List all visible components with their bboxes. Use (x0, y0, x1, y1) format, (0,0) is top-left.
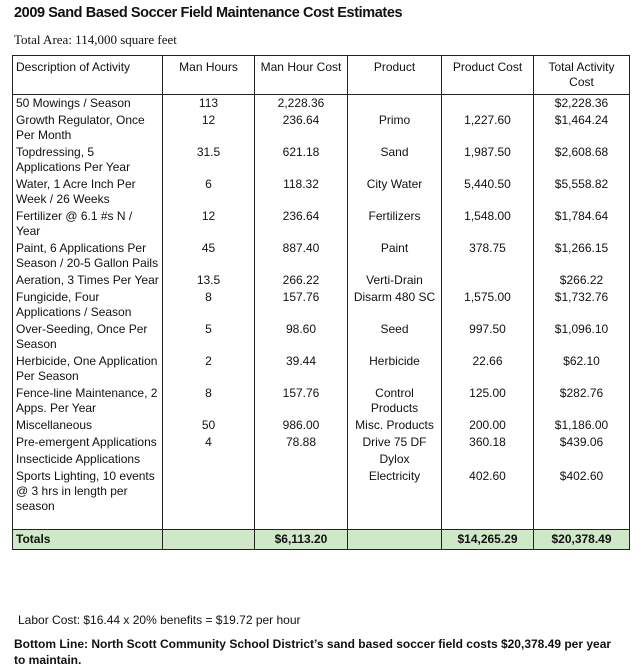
product-cost: 125.00 (442, 385, 534, 417)
table-row (13, 240, 630, 272)
total-activity-cost: $1,464.24 (534, 112, 630, 144)
activity-description: Fertilizer @ 6.1 #s N / Year (13, 208, 163, 240)
man-hour-cost: 621.18 (255, 144, 348, 176)
man-hours (163, 451, 255, 468)
man-hours: 5 (163, 321, 255, 353)
man-hour-cost: 266.22 (255, 272, 348, 289)
table-row (13, 417, 630, 434)
product-cost: 402.60 (442, 468, 534, 515)
product-cost: 1,227.60 (442, 112, 534, 144)
table-row (13, 289, 630, 321)
table-row (13, 468, 630, 515)
table-row (13, 95, 630, 113)
man-hours: 45 (163, 240, 255, 272)
man-hours: 8 (163, 289, 255, 321)
man-hour-cost: 236.64 (255, 208, 348, 240)
man-hours: 8 (163, 385, 255, 417)
man-hour-cost: 157.76 (255, 289, 348, 321)
product: Seed (348, 321, 442, 353)
table-spacer-row (13, 515, 630, 530)
man-hours: 113 (163, 95, 255, 113)
totals-row (13, 530, 630, 550)
man-hour-cost: 39.44 (255, 353, 348, 385)
total-activity-cost: $1,096.10 (534, 321, 630, 353)
totals-label: Totals (13, 530, 163, 550)
table-row (13, 272, 630, 289)
total-area-subtitle: Total Area: 114,000 square feet (14, 32, 177, 47)
table-row (13, 112, 630, 144)
man-hour-cost: 986.00 (255, 417, 348, 434)
total-activity-cost: $1,784.64 (534, 208, 630, 240)
total-activity-cost: $282.76 (534, 385, 630, 417)
man-hours: 31.5 (163, 144, 255, 176)
product: Primo (348, 112, 442, 144)
total-activity-cost: $62.10 (534, 353, 630, 385)
total-activity-cost: $1,266.15 (534, 240, 630, 272)
table-row (13, 208, 630, 240)
column-header: Man Hours (163, 56, 255, 95)
table-row (13, 176, 630, 208)
activity-description: Fence-line Maintenance, 2 Apps. Per Year (13, 385, 163, 417)
cost-estimates-table (12, 55, 630, 550)
table-row (13, 385, 630, 417)
totals-activity-cost: $20,378.49 (534, 530, 630, 550)
column-header: Product Cost (442, 56, 534, 95)
product: Drive 75 DF (348, 434, 442, 451)
man-hour-cost (255, 451, 348, 468)
product-cost: 997.50 (442, 321, 534, 353)
column-header: Description of Activity (13, 56, 163, 95)
product-cost: 22.66 (442, 353, 534, 385)
product: Paint (348, 240, 442, 272)
product: Disarm 480 SC (348, 289, 442, 321)
bottom-line-summary: Bottom Line: North Scott Community School District’s sand based soccer field costs $20,378.49 per year to maintain. (14, 637, 612, 667)
man-hour-cost: 236.64 (255, 112, 348, 144)
total-activity-cost: $402.60 (534, 468, 630, 515)
product-cost: 1,575.00 (442, 289, 534, 321)
column-header: Man Hour Cost (255, 56, 348, 95)
man-hours: 12 (163, 112, 255, 144)
total-activity-cost (534, 451, 630, 468)
man-hour-cost: 887.40 (255, 240, 348, 272)
product: Herbicide (348, 353, 442, 385)
activity-description: Paint, 6 Applications Per Season / 20-5 Gallon Pails (13, 240, 163, 272)
activity-description: Growth Regulator, Once Per Month (13, 112, 163, 144)
product: Sand (348, 144, 442, 176)
table-row (13, 353, 630, 385)
product: Dylox (348, 451, 442, 468)
product-cost (442, 451, 534, 468)
man-hour-cost: 2,228.36 (255, 95, 348, 113)
table-row (13, 434, 630, 451)
total-activity-cost: $1,732.76 (534, 289, 630, 321)
product (348, 95, 442, 113)
table-header-row (13, 56, 630, 95)
column-header: Product (348, 56, 442, 95)
table-row (13, 144, 630, 176)
totals-man-hours (163, 530, 255, 550)
totals-product (348, 530, 442, 550)
man-hours: 4 (163, 434, 255, 451)
man-hour-cost: 98.60 (255, 321, 348, 353)
product-cost: 360.18 (442, 434, 534, 451)
man-hour-cost (255, 468, 348, 515)
total-activity-cost: $2,228.36 (534, 95, 630, 113)
activity-description: Herbicide, One Application Per Season (13, 353, 163, 385)
man-hours: 12 (163, 208, 255, 240)
man-hour-cost: 157.76 (255, 385, 348, 417)
total-activity-cost: $5,558.82 (534, 176, 630, 208)
activity-description: Topdressing, 5 Applications Per Year (13, 144, 163, 176)
column-header: Total Activity Cost (534, 56, 630, 95)
activity-description: Sports Lighting, 10 events @ 3 hrs in length per season (13, 468, 163, 515)
product-cost (442, 272, 534, 289)
activity-description: Insecticide Applications (13, 451, 163, 468)
man-hours: 50 (163, 417, 255, 434)
product: Misc. Products (348, 417, 442, 434)
product: Fertilizers (348, 208, 442, 240)
product-cost: 5,440.50 (442, 176, 534, 208)
activity-description: Fungicide, Four Applications / Season (13, 289, 163, 321)
labor-cost-note: Labor Cost: $16.44 x 20% benefits = $19.72 per hour (18, 613, 301, 627)
total-activity-cost: $266.22 (534, 272, 630, 289)
product: Electricity (348, 468, 442, 515)
product-cost (442, 95, 534, 113)
activity-description: Aeration, 3 Times Per Year (13, 272, 163, 289)
table-row (13, 321, 630, 353)
product: Control Products (348, 385, 442, 417)
product: Verti-Drain (348, 272, 442, 289)
totals-man-hour-cost: $6,113.20 (255, 530, 348, 550)
product-cost: 1,987.50 (442, 144, 534, 176)
product-cost: 378.75 (442, 240, 534, 272)
man-hour-cost: 78.88 (255, 434, 348, 451)
total-activity-cost: $2,608.68 (534, 144, 630, 176)
man-hour-cost: 118.32 (255, 176, 348, 208)
activity-description: Pre-emergent Applications (13, 434, 163, 451)
man-hours (163, 468, 255, 515)
activity-description: Miscellaneous (13, 417, 163, 434)
total-activity-cost: $439.06 (534, 434, 630, 451)
totals-product-cost: $14,265.29 (442, 530, 534, 550)
total-activity-cost: $1,186.00 (534, 417, 630, 434)
product: City Water (348, 176, 442, 208)
activity-description: 50 Mowings / Season (13, 95, 163, 113)
product-cost: 1,548.00 (442, 208, 534, 240)
man-hours: 6 (163, 176, 255, 208)
man-hours: 13.5 (163, 272, 255, 289)
page-title: 2009 Sand Based Soccer Field Maintenance Cost Estimates (14, 5, 403, 21)
table-row (13, 451, 630, 468)
product-cost: 200.00 (442, 417, 534, 434)
man-hours: 2 (163, 353, 255, 385)
activity-description: Over-Seeding, Once Per Season (13, 321, 163, 353)
activity-description: Water, 1 Acre Inch Per Week / 26 Weeks (13, 176, 163, 208)
